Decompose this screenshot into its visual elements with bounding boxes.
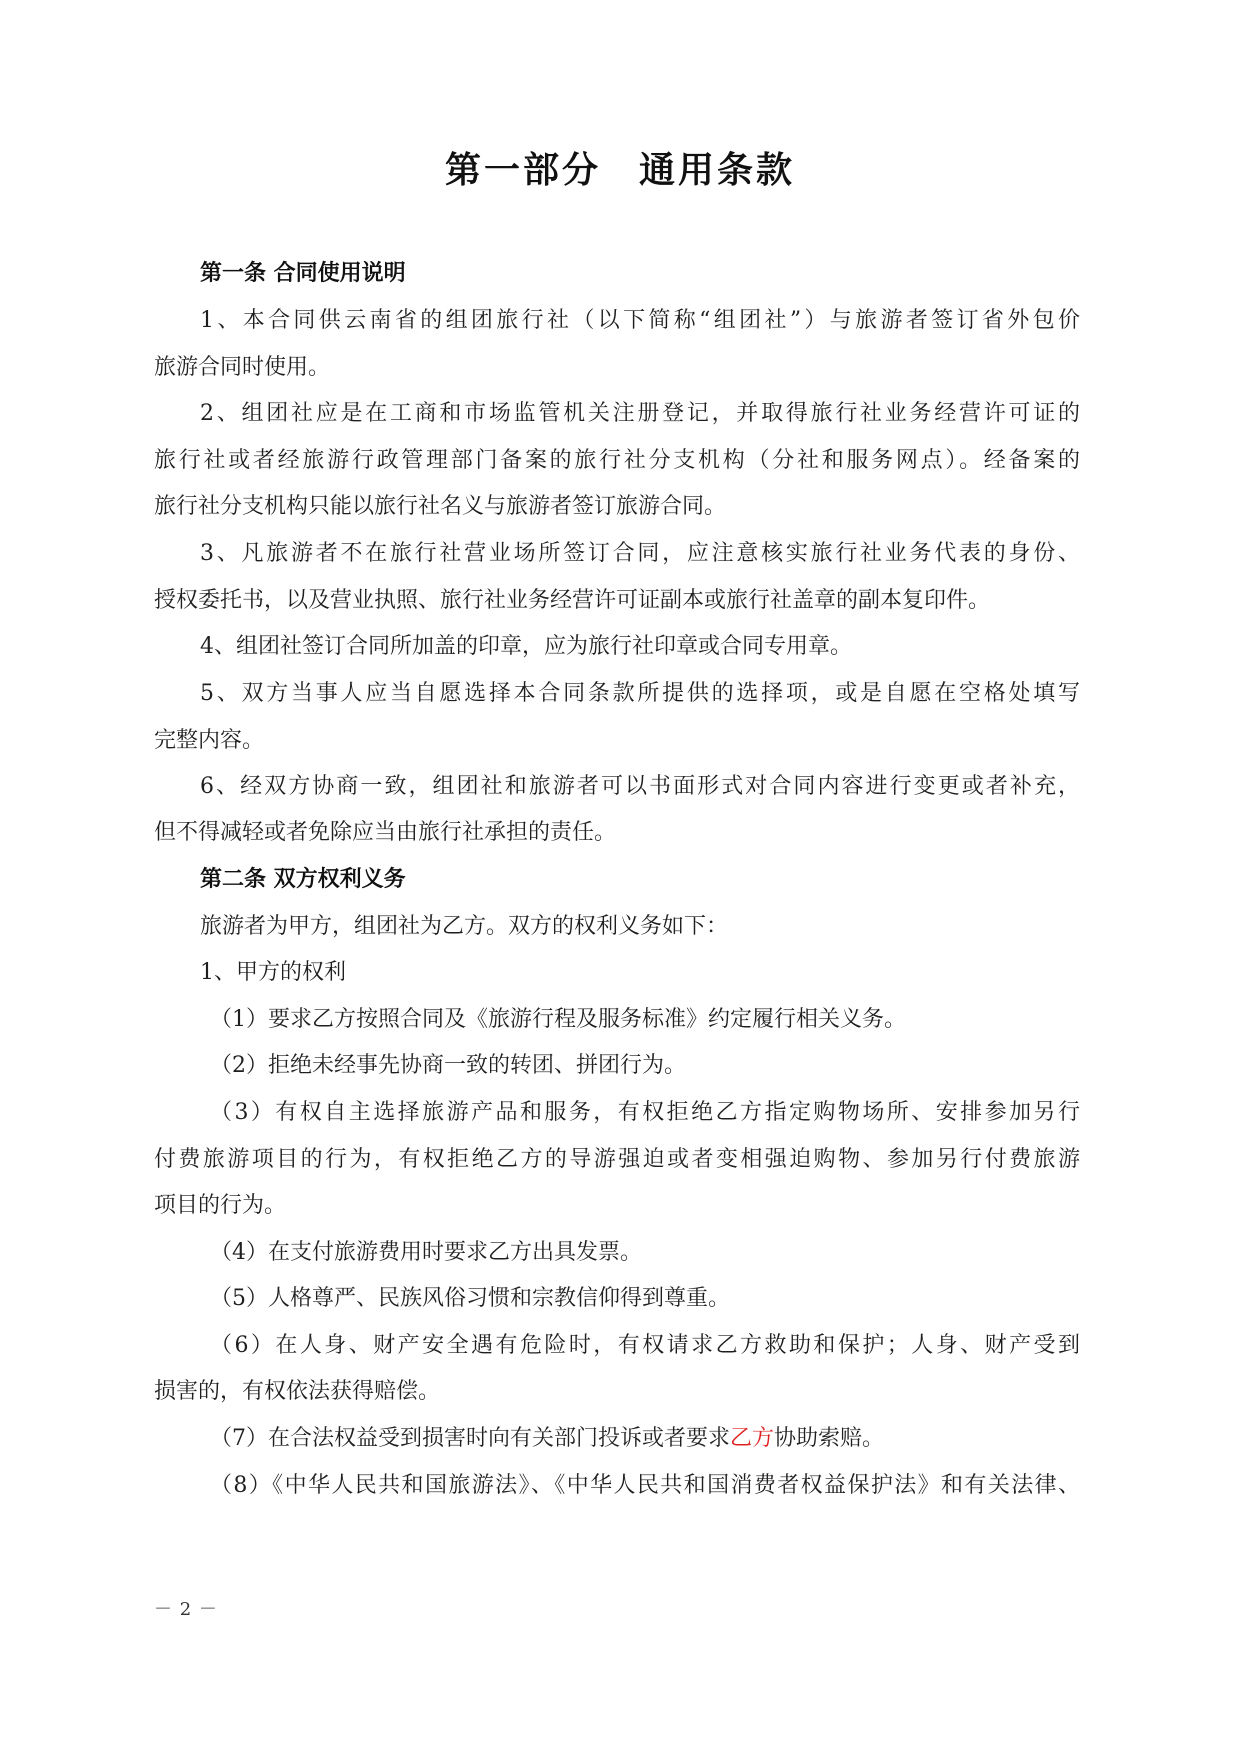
paragraph-line: 付费旅游项目的行为，有权拒绝乙方的导游强迫或者变相强迫购物、参加另行付费旅游 bbox=[154, 1147, 1080, 1172]
paragraph-line: 4、组团社签订合同所加盖的印章，应为旅行社印章或合同专用章。 bbox=[200, 634, 852, 659]
paragraph-line: 完整内容。 bbox=[154, 728, 265, 753]
list-item-text: 协助索赔。 bbox=[774, 1426, 885, 1451]
paragraph-line: 旅行社分支机构只能以旅行社名义与旅游者签订旅游合同。 bbox=[154, 494, 727, 519]
paragraph-line: 授权委托书，以及营业执照、旅行社业务经营许可证副本或旅行社盖章的副本复印件。 bbox=[154, 588, 991, 613]
list-item: （6）在人身、财产安全遇有危险时，有权请求乙方救助和保护；人身、财产受到 bbox=[210, 1333, 1080, 1358]
paragraph-line: 旅游者为甲方，组团社为乙方。双方的权利义务如下： bbox=[200, 914, 729, 939]
paragraph-line: 项目的行为。 bbox=[154, 1193, 287, 1218]
list-item bbox=[210, 1424, 884, 1454]
paragraph-line: 3、凡旅游者不在旅行社营业场所签订合同，应注意核实旅行社业务代表的身份、 bbox=[200, 541, 1080, 566]
list-item: （4）在支付旅游费用时要求乙方出具发票。 bbox=[210, 1240, 642, 1265]
article-2-heading: 第二条 双方权利义务 bbox=[200, 867, 406, 892]
page-title-part: 第一部分 bbox=[444, 150, 601, 191]
highlighted-text: 乙方 bbox=[730, 1426, 775, 1451]
paragraph-line: 损害的，有权依法获得赔偿。 bbox=[154, 1379, 441, 1404]
paragraph-line: 旅游合同时使用。 bbox=[154, 355, 331, 380]
paragraph-line: 2、组团社应是在工商和市场监管机关注册登记，并取得旅行社业务经营许可证的 bbox=[200, 401, 1080, 426]
list-item: （8）《中华人民共和国旅游法》、《中华人民共和国消费者权益保护法》和有关法律、 bbox=[210, 1473, 1080, 1498]
page-title bbox=[0, 146, 1240, 196]
paragraph-line: 但不得减轻或者免除应当由旅行社承担的责任。 bbox=[154, 820, 617, 845]
section-subheading: 1、甲方的权利 bbox=[200, 960, 346, 985]
page-title-text: 通用条款 bbox=[639, 150, 796, 191]
list-item: （1）要求乙方按照合同及《旅游行程及服务标准》约定履行相关义务。 bbox=[210, 1007, 906, 1032]
page-number: － 2 － bbox=[154, 1599, 218, 1620]
paragraph-line: 5、双方当事人应当自愿选择本合同条款所提供的选择项，或是自愿在空格处填写 bbox=[200, 681, 1080, 706]
paragraph-line: 6、经双方协商一致，组团社和旅游者可以书面形式对合同内容进行变更或者补充， bbox=[200, 774, 1080, 799]
paragraph-line: 旅行社或者经旅游行政管理部门备案的旅行社分支机构（分社和服务网点）。经备案的 bbox=[154, 448, 1080, 473]
paragraph-line: 1、本合同供云南省的组团旅行社（以下简称“组团社”）与旅游者签订省外包价 bbox=[200, 308, 1080, 333]
list-item: （3）有权自主选择旅游产品和服务，有权拒绝乙方指定购物场所、安排参加另行 bbox=[210, 1100, 1080, 1125]
article-1-heading: 第一条 合同使用说明 bbox=[200, 261, 406, 286]
list-item-text: （7）在合法权益受到损害时向有关部门投诉或者要求 bbox=[210, 1426, 730, 1451]
list-item: （2）拒绝未经事先协商一致的转团、拼团行为。 bbox=[210, 1053, 686, 1078]
list-item: （5）人格尊严、民族风俗习惯和宗教信仰得到尊重。 bbox=[210, 1286, 730, 1311]
